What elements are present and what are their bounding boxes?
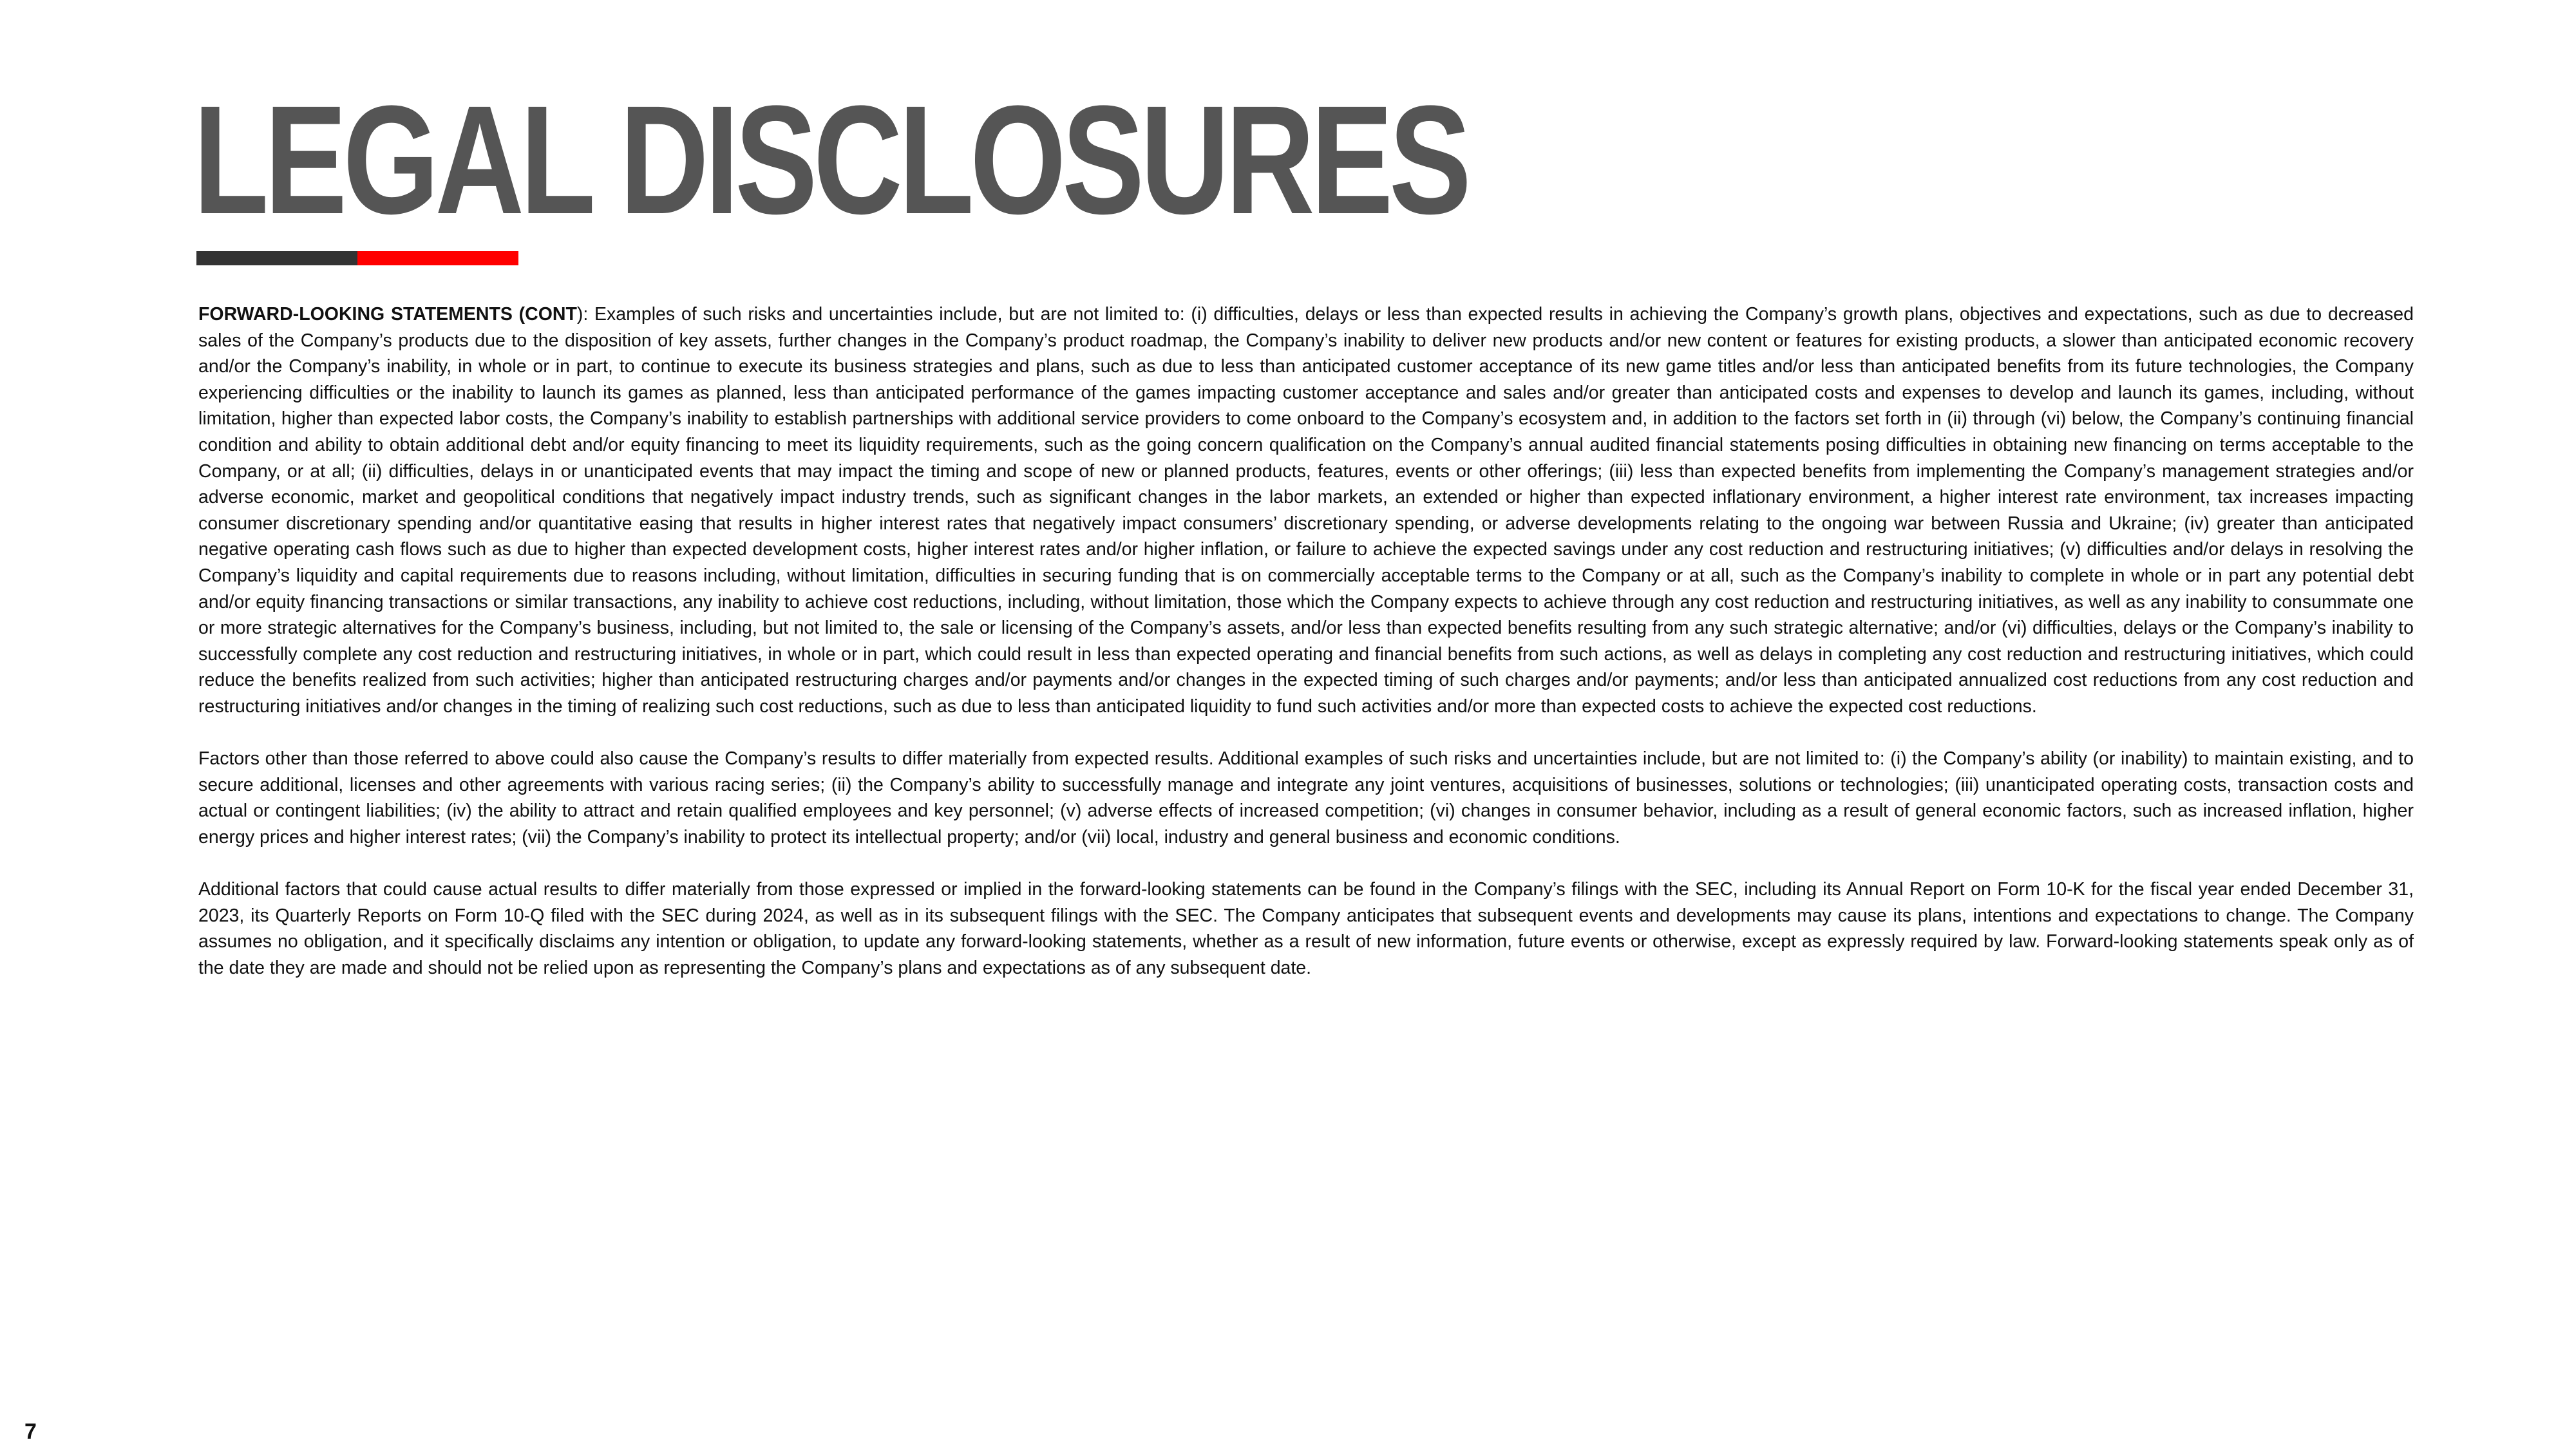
forward-looking-text: ): Examples of such risks and uncertainties include, but are not limited to: (i) difficulties, delays or less than expected results in achieving the Company’s growth plans, objectives and expectations, such as due to decreased sales of the Company’s products due to the disposition of key assets, further changes in the Company’s product roadmap, the Company’s inability to deliver new products and/or new content or features for existing products, a slower than anticipated economic recovery and/or the Company’s inability, in whole or in part, to continue to execute its business strategies and plans, such as due to less than anticipated customer acceptance of its new game titles and/or less than anticipated benefits from its future technologies, the Company experiencing difficulties or the inability to launch its games as planned, less than anticipated performance of the games impacting customer acceptance and sales and/or greater than anticipated costs and expenses to develop and launch its games, including, without limitation, higher than expected labor costs, the Company’s inability to establish partnerships with additional service providers to come onboard to the Company’s ecosystem and, in addition to the factors set forth in (ii) through (vi) below, the Company’s continuing financial condition and ability to obtain additional debt and/or equity financing to meet its liquidity requirements, such as the going concern qualification on the Company’s annual audited financial statements posing difficulties in obtaining new financing on terms acceptable to the Company, or at all; (ii) difficulties, delays in or unanticipated events that may impact the timing and scope of new or planned products, features, events or other offerings; (iii) less than expected benefits from implementing the Company’s management strategies and/or adverse economic, market and geopolitical conditions that negatively impact industry trends, such as significant changes in the labor markets, an extended or higher than expected inflationary environment, a higher interest rate environment, tax increases impacting consumer discretionary spending and/or quantitative easing that results in higher interest rates that negatively impact consumers’ discretionary spending, or adverse developments relating to the ongoing war between Russia and Ukraine; (iv) greater than anticipated negative operating cash flows such as due to higher than expected development costs, higher interest rates and/or higher inflation, or failure to achieve the expected savings under any cost reduction and restructuring initiatives; (v) difficulties and/or delays in resolving the Company’s liquidity and capital requirements due to reasons including, without limitation, difficulties in securing funding that is on commercially acceptable terms to the Company or at all, such as the Company’s inability to complete in whole or in part any potential debt and/or equity financing transactions or similar transactions, any inability to achieve cost reductions, including, without limitation, those which the Company expects to achieve through any cost reduction and restructuring initiatives, as well as any inability to consummate one or more strategic alternatives for the Company’s business, including, but not limited to, the sale or licensing of the Company’s assets, and/or less than expected benefits resulting from any such strategic alternative; and/or (vi) difficulties, delays or the Company’s inability to successfully complete any cost reduction and restructuring initiatives, in whole or in part, which could result in less than expected operating and financial benefits from such actions, as well as delays in completing any cost reduction and restructuring initiatives, which could reduce the benefits realized from such activities; higher than anticipated restructuring charges and/or payments and/or changes in the expected timing of such charges and/or payments; and/or less than anticipated annualized cost reductions from any cost reduction and restructuring initiatives and/or changes in the timing of realizing such cost reductions, such as due to less than anticipated liquidity to fund such activities and/or more than expected costs to achieve the expected cost reductions. [198, 304, 2414, 717]
other-factors-paragraph: Factors other than those referred to above could also cause the Company’s results to differ materially from expected results. Additional examples of such risks and uncertainties include, but are not limited to: (i) the Company’s ability (or inability) to maintain existing, and to secure additional, licenses and other agreements with various racing series; (ii) the Company’s ability to successfully manage and integrate any joint ventures, acquisitions of businesses, solutions or technologies; (iii) unanticipated operating costs, transaction costs and actual or contingent liabilities; (iv) the ability to attract and retain qualified employees and key personnel; (v) adverse effects of increased competition; (vi) changes in consumer behavior, including as a result of general economic factors, such as increased inflation, higher energy prices and higher interest rates; (vii) the Company’s inability to protect its intellectual property; and/or (vii) local, industry and general business and economic conditions. [198, 748, 2414, 848]
title-underline [196, 251, 518, 265]
underline-red-segment [357, 251, 518, 265]
section-label: FORWARD-LOOKING STATEMENTS (CONT [198, 304, 577, 325]
forward-looking-paragraph [198, 301, 2414, 720]
page-number: 7 [24, 1419, 37, 1444]
disclosure-body [198, 301, 2414, 981]
additional-factors-paragraph: Additional factors that could cause actual results to differ materially from those expressed or implied in the forward-looking statements can be found in the Company’s filings with the SEC, including its Annual Report on Form 10-K for the fiscal year ended December 31, 2023, its Quarterly Reports on Form 10-Q filed with the SEC during 2024, as well as in its subsequent filings with the SEC. The Company anticipates that subsequent events and developments may cause its plans, intentions and expectations to change. The Company assumes no obligation, and it specifically disclaims any intention or obligation, to update any forward-looking statements, whether as a result of new information, future events or otherwise, except as expressly required by law. Forward-looking statements speak only as of the date they are made and should not be relied upon as representing the Company’s plans and expectations as of any subsequent date. [198, 879, 2414, 978]
underline-dark-segment [196, 251, 357, 265]
page-title: LEGAL DISCLOSURES [193, 73, 1468, 246]
